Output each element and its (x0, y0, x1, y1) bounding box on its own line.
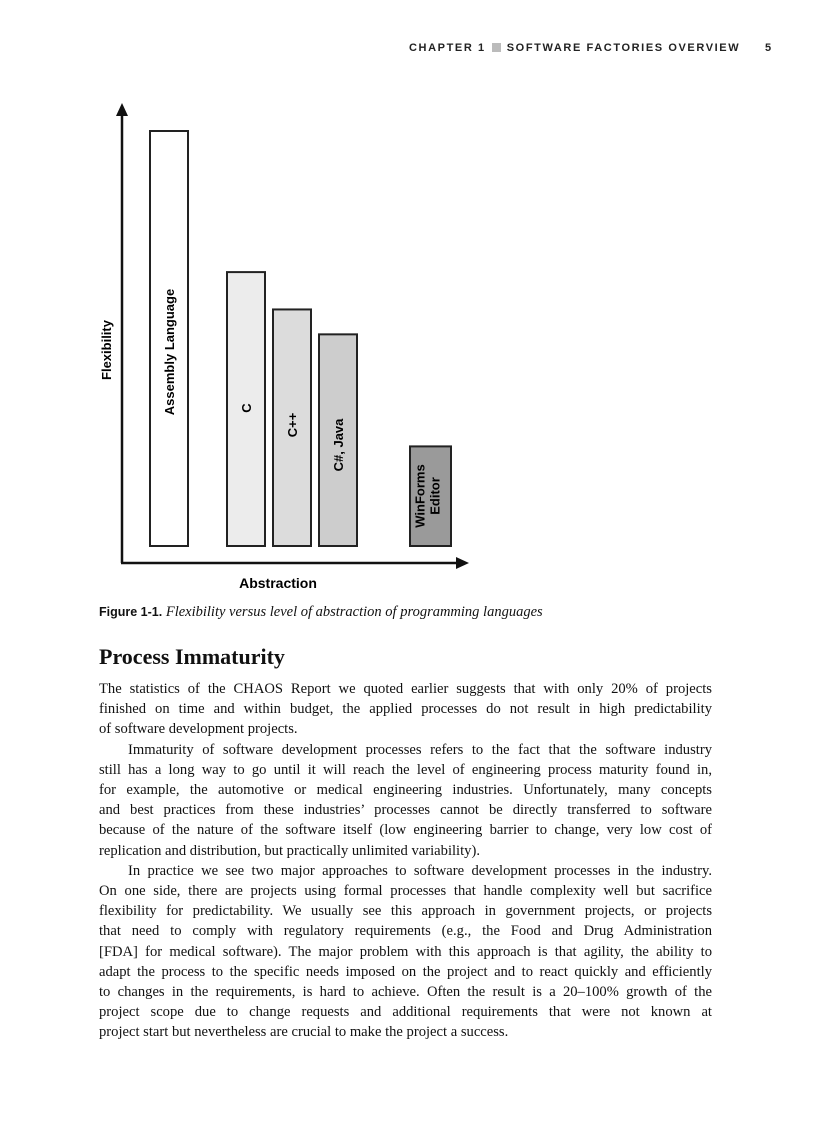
x-axis-label: Abstraction (239, 575, 317, 591)
text-line: Immaturity of software development processes refers to the fact that the software industry (128, 741, 712, 758)
bar-label: C#, Java (331, 418, 346, 472)
y-axis-arrow-icon (116, 103, 128, 116)
text-line: adapt the process to the specific needs imposed on the project and to react quickly and efficiently (99, 963, 712, 980)
text-line: for example, the automotive or medical engineering industries. Unfortunately, many concepts (99, 782, 712, 799)
text-line: to changes in the requirements, is hard to achieve. Often the result is a 20–100% growth of the (99, 984, 712, 1001)
paragraph (99, 740, 712, 861)
paragraph (99, 861, 712, 1043)
bar-label: WinForms (412, 464, 428, 528)
bar-label: C++ (285, 412, 300, 438)
figure-caption-text: Flexibility versus level of abstraction of programming languages (165, 604, 543, 620)
bar-label: Editor (427, 477, 443, 515)
text-line: project start but nevertheless are crucial to make the project a success. (99, 1024, 509, 1041)
text-line: On one side, there are projects using formal processes that handle complexity well but sacrifice (99, 883, 712, 900)
body-text (99, 679, 712, 1043)
bar-label: Assembly Language (162, 288, 177, 416)
chapter-label: CHAPTER 1 (409, 42, 486, 54)
text-line: flexibility for predictability. We usually see this approach in government projects, or projects (99, 903, 712, 920)
figure-caption (99, 604, 543, 621)
y-axis-label: Flexibility (99, 320, 114, 380)
figure-label: Figure 1-1. (99, 605, 163, 619)
paragraph (99, 679, 712, 740)
text-line: In practice we see two major approaches to software development processes in the industry. (128, 862, 712, 879)
x-axis-arrow-icon (456, 557, 469, 569)
text-line: and best practices from these industries’ processes cannot be directly transferred to software (99, 802, 712, 819)
text-line: of software development projects. (99, 721, 298, 738)
text-line: finished on time and within budget, the applied processes do not result in high predictability (99, 701, 712, 718)
text-line: that need to comply with regulatory requirements (e.g., the Food and Drug Administration (99, 923, 712, 940)
section-heading: Process Immaturity (99, 644, 285, 669)
text-line: replication and distribution, but practically unlimited variability). (99, 842, 480, 859)
text-line: still has a long way to go until it will reach the level of engineering process maturity found in, (99, 761, 712, 778)
text-line: because of the nature of the software itself (low engineering barrier to change, very low cost of (99, 822, 712, 839)
text-line: The statistics of the CHAOS Report we quoted earlier suggests that with only 20% of projects (99, 681, 712, 697)
text-line: [FDA] for medical software). The major problem with this approach is that agility, the ability to (99, 943, 712, 960)
bar-label: C (239, 403, 254, 413)
chapter-title: SOFTWARE FACTORIES OVERVIEW (506, 42, 741, 54)
page-number: 5 (765, 42, 772, 54)
text-line: project scope due to change requests and additional requirements that were not known at (99, 1004, 712, 1021)
